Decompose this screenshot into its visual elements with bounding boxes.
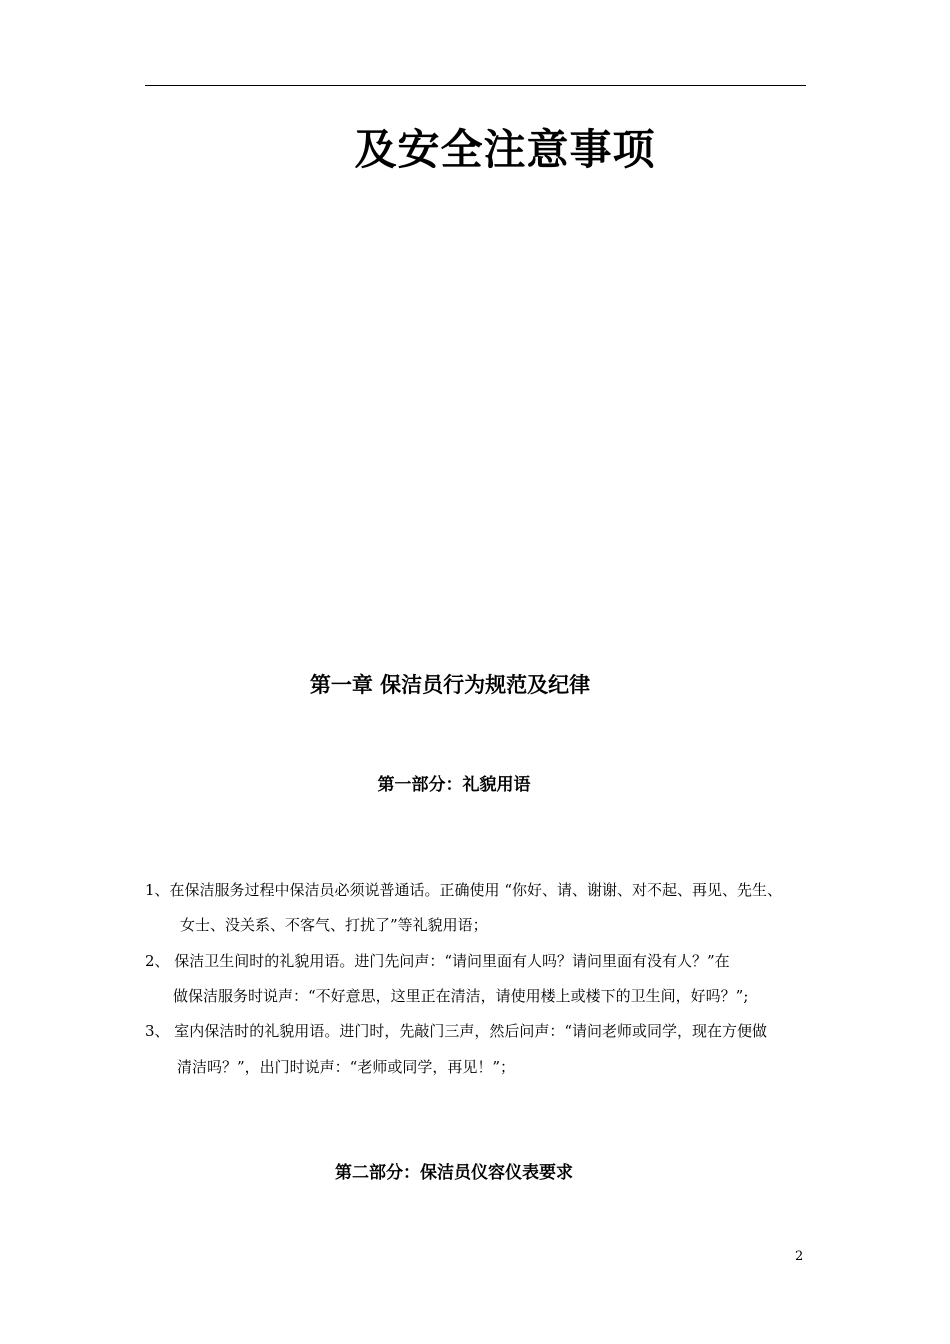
list-item-1-line-1: 1、在保洁服务过程中保洁员必须说普通话。正确使用 “你好、请、谢谢、对不起、再见、先生、 (145, 881, 782, 899)
page-number: 2 (795, 1249, 804, 1264)
list-item-2-line-2: 做保洁服务时说声：“不好意思，这里正在清洁，请使用楼上或楼下的卫生间，好吗？”; (173, 987, 749, 1005)
section-heading-etiquette: 第一部分：礼貌用语 (377, 775, 531, 795)
list-item-1-line-2: 女士、没关系、不客气、打扰了”等礼貌用语； (180, 916, 488, 934)
header-rule (145, 85, 806, 86)
list-item-3-line-1: 3、 室内保洁时的礼貌用语。进门时，先敲门三声，然后问声：“请问老师或同学，现在方便做 (145, 1022, 767, 1040)
list-item-3-line-2: 清洁吗？”，出门时说声：“老师或同学，再见！”； (177, 1058, 516, 1076)
document-title: 及安全注意事项 (354, 125, 656, 174)
section-heading-appearance: 第二部分：保洁员仪容仪表要求 (335, 1163, 573, 1183)
list-item-2-line-1: 2、 保洁卫生间时的礼貌用语。进门先问声：“请问里面有人吗？请问里面有没有人？”在 (145, 952, 730, 970)
chapter-heading: 第一章 保洁员行为规范及纪律 (309, 673, 591, 697)
